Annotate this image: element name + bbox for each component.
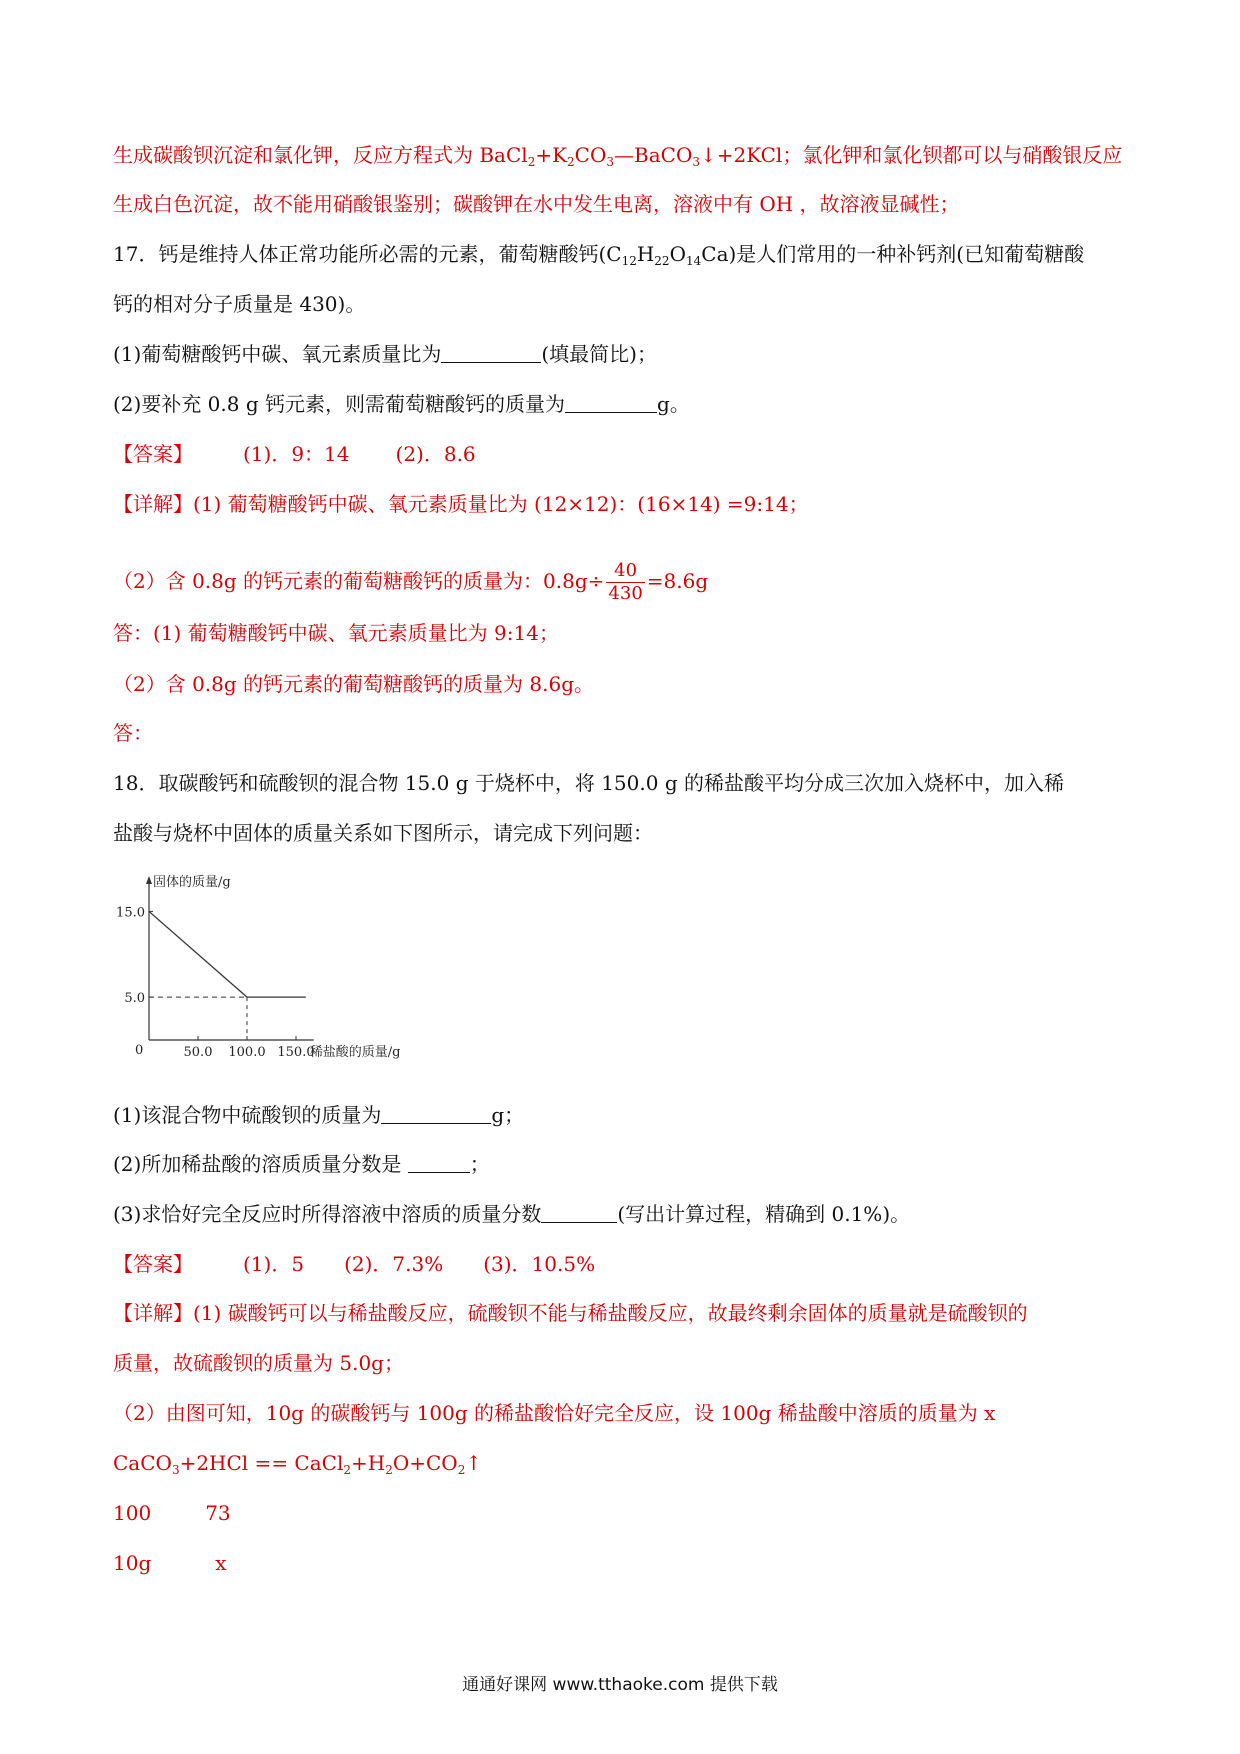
subscript: 22: [654, 254, 670, 268]
y-axis-arrow: [146, 876, 152, 884]
text: —BaCO: [614, 143, 693, 167]
q18-part-1: [113, 1101, 524, 1129]
q17-detail-1: [113, 490, 809, 518]
text: (1)葡萄糖酸钙中碳、氧元素质量比为: [113, 342, 442, 366]
text: +H: [351, 1451, 386, 1475]
subscript: 3: [171, 1463, 180, 1477]
subscript: 2: [457, 1463, 466, 1477]
page-footer: 通通好课网 www.tthaoke.com 提供下载: [462, 1675, 778, 1695]
text: (1)该混合物中硫酸钡的质量为: [113, 1103, 382, 1127]
q18-ratio-1: [113, 1499, 231, 1527]
text: (1) 碳酸钙可以与稀盐酸反应，硫酸钡不能与稀盐酸反应，故最终剩余固体的质量就是硫酸钡的: [193, 1301, 1028, 1325]
text: 100: [113, 1501, 152, 1525]
fraction-numerator: 40: [606, 560, 644, 583]
text: (1) 葡萄糖酸钙中碳、氧元素质量比为 (12×12)：(16×14) =9:14；: [193, 492, 809, 516]
text: (3)求恰好完全反应时所得溶液中溶质的质量分数: [113, 1202, 542, 1226]
answer-blank: [408, 1152, 470, 1173]
q18-detail-1: [113, 1299, 1028, 1327]
subscript: 3: [606, 155, 615, 169]
answer-blank: [565, 392, 657, 413]
text: CaCO: [113, 1451, 172, 1475]
subscript: 3: [692, 155, 700, 169]
x-tick-label: 50.0: [183, 1045, 213, 1060]
answer-value: (2)．8.6: [395, 442, 476, 466]
q18-stem-1: 18．取碳酸钙和硫酸钡的混合物 15.0 g 于烧杯中，将 150.0 g 的稀盐酸平均分成三次加入烧杯中，加入稀: [113, 771, 1064, 795]
q17-answer: [113, 440, 476, 468]
q18-detail-2: （2）由图可知，10g 的碳酸钙与 100g 的稀盐酸恰好完全反应，设 100g 稀盐酸中溶质的质量为 x: [113, 1401, 996, 1425]
answer-label: 【答案】: [113, 1252, 193, 1276]
text: H: [636, 242, 655, 266]
q18-answer: [113, 1250, 595, 1278]
answer-value: (1)．5: [243, 1252, 305, 1276]
fraction: [606, 560, 644, 605]
text: CO: [574, 143, 607, 167]
text: g。: [657, 392, 690, 416]
text: x: [215, 1551, 227, 1575]
q18-stem-2: 盐酸与烧杯中固体的质量关系如下图所示，请完成下列问题：: [113, 821, 653, 845]
q17-stem: [113, 240, 1084, 268]
text: ↑: [465, 1451, 483, 1475]
q18-equation: [113, 1449, 482, 1477]
q17-ans-line-3: 答：: [113, 721, 153, 745]
subscript: 2: [527, 155, 536, 169]
text: (2)所加稀盐酸的溶质质量分数是: [113, 1152, 408, 1176]
text: 10g: [113, 1551, 152, 1575]
x-tick-label: 100.0: [228, 1045, 266, 1060]
origin-label: 0: [135, 1043, 144, 1058]
text: (写出计算过程，精确到 0.1%)。: [617, 1202, 911, 1226]
intro-line-1: [113, 141, 1122, 169]
text: （2）含 0.8g 的钙元素的葡萄糖酸钙的质量为：0.8g÷: [113, 569, 605, 593]
x-tick-label: 150.0: [277, 1045, 315, 1060]
series-segment: [149, 911, 247, 997]
q17-stem-2: 钙的相对分子质量是 430)。: [113, 292, 366, 316]
q18-ratio-2: [113, 1549, 227, 1577]
q17-part-2: [113, 390, 690, 418]
text: g；: [491, 1103, 525, 1127]
x-axis-label: 稀盐酸的质量/g: [309, 1045, 401, 1060]
text: ↓+2KCl；氯化钾和氯化钡都可以与硝酸银反应: [699, 143, 1123, 167]
answer-blank: [441, 342, 541, 363]
q17-detail-2: [113, 560, 708, 605]
q17-part-1: [113, 340, 657, 368]
text: +2HCl == CaCl: [179, 1451, 344, 1475]
q18-part-3: [113, 1200, 910, 1228]
q17-ans-line-2: （2）含 0.8g 的钙元素的葡萄糖酸钙的质量为 8.6g。: [113, 672, 595, 696]
text: 17．钙是维持人体正常功能所必需的元素，葡萄糖酸钙(C: [113, 242, 622, 266]
q18-part-2: [113, 1150, 490, 1178]
text: O+CO: [392, 1451, 458, 1475]
detail-label: 【详解】: [113, 1301, 193, 1325]
answer-blank: [381, 1103, 491, 1124]
answer-value: (1)．9：14: [243, 442, 350, 466]
y-tick-label: 15.0: [116, 905, 145, 921]
subscript: 12: [621, 254, 637, 268]
subscript: 14: [685, 254, 702, 268]
answer-value: (2)．7.3%: [344, 1252, 444, 1276]
y-tick-label: 5.0: [124, 991, 145, 1007]
text: O: [669, 242, 686, 266]
subscript: 2: [385, 1463, 393, 1477]
answer-blank: [541, 1202, 617, 1223]
text: (填最简比)；: [541, 342, 657, 366]
answer-value: (3)．10.5%: [483, 1252, 596, 1276]
text: ；: [469, 1152, 490, 1176]
text: +K: [535, 143, 568, 167]
text: Ca)是人们常用的一种补钙剂(已知葡萄糖酸: [701, 242, 1085, 266]
text: (2)要补充 0.8 g 钙元素，则需葡萄糖酸钙的质量为: [113, 392, 566, 416]
q17-ans-line-1: 答：(1) 葡萄糖酸钙中碳、氧元素质量比为 9:14；: [113, 621, 559, 645]
answer-label: 【答案】: [113, 442, 193, 466]
mass-relation-chart: [113, 870, 433, 1070]
intro-line-2: 生成白色沉淀，故不能用硝酸银鉴别；碳酸钾在水中发生电离，溶液中有 OH ，故溶液显碱性；: [113, 192, 960, 216]
text: =8.6g: [646, 569, 709, 593]
subscript: 2: [343, 1463, 351, 1477]
q18-detail-1b: 质量，故硫酸钡的质量为 5.0g；: [113, 1351, 404, 1375]
detail-label: 【详解】: [113, 492, 193, 516]
text: 73: [205, 1501, 231, 1525]
subscript: 2: [567, 155, 575, 169]
y-axis-label: 固体的质量/g: [153, 875, 231, 890]
fraction-denominator: 430: [608, 583, 643, 604]
text: 生成碳酸钡沉淀和氯化钾，反应方程式为 BaCl: [113, 143, 528, 167]
